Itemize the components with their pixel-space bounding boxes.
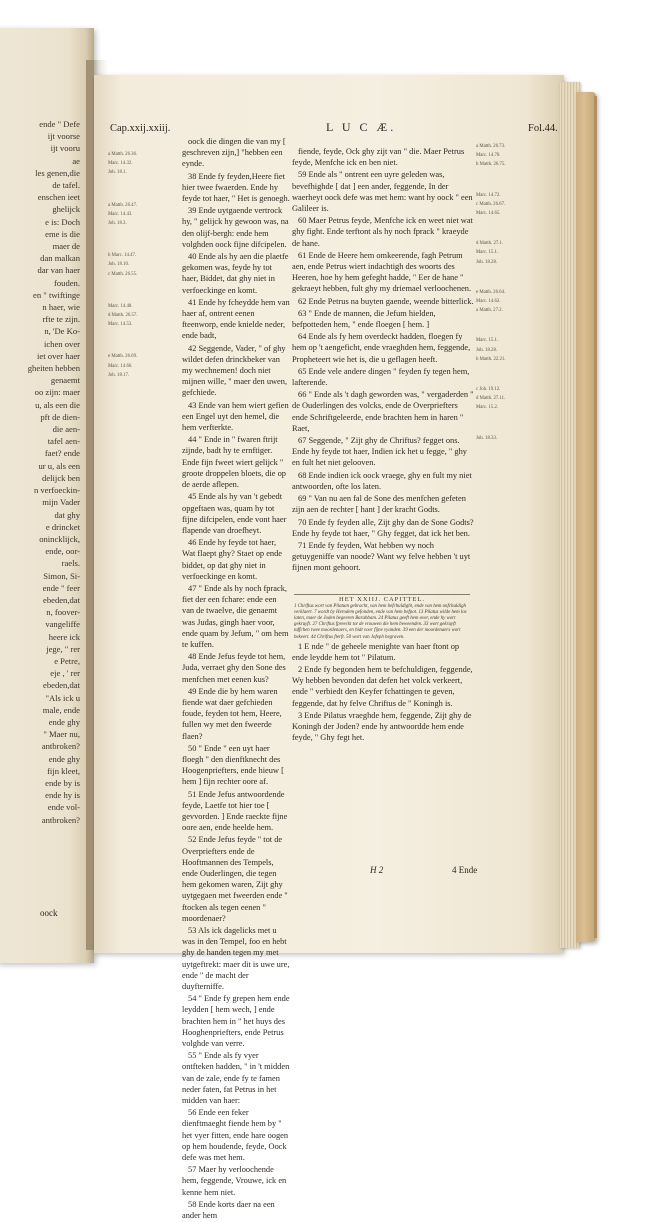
- left-page-line: oo zijn: maer: [34, 387, 80, 398]
- left-page-line: faet? ende: [44, 448, 80, 459]
- left-page-line: ijt vooru: [50, 143, 80, 154]
- verse: 55 " Ende als fy vyer ontfteken hadden, " in 't midden van de zale, ende fy te famen neder faten, fat Petrus in het midden van haer:: [182, 1051, 290, 1106]
- verse: 60 Maer Petrus feyde, Menfche ick en weet niet wat ghy fight. Ende terftont als hy noch fprack " kraeyde de hane.: [292, 216, 473, 248]
- verse: 2 Ende fy begonden hem te befchuldigen, feggende, Wy hebben bevonden dat defen het volck verkeert, ende " verbiedt den Keyfer fchattingen te geven, feggende, dat hy felve Chriftus de " Koningh is.: [292, 664, 473, 708]
- left-page-line: ende " feer: [42, 582, 80, 593]
- verse: 69 " Van nu aen fal de Sone des menfchen gefeten zijn aen de rechter [ hant ] der kracht Godts.: [292, 494, 466, 515]
- left-page-line: ur u, als een: [38, 460, 80, 471]
- chapter-header: Cap.xxij.xxiij.: [110, 123, 171, 134]
- margin-note: Marc. 14.66.: [108, 363, 133, 369]
- left-page-line: en " twiftinge: [33, 289, 80, 300]
- margin-note: Marc. 15.2.: [476, 405, 499, 411]
- left-page-line: male, ende: [42, 704, 80, 715]
- left-page-line: n, foover-: [46, 607, 80, 618]
- verse: 47 " Ende als hy noch fprack, fiet der een fchare: ende een van de twaelve, die genaemt was Judas, gingh haer voor, ende quam by Jefum, " om hem te kuffen.: [182, 583, 289, 649]
- left-page-line: ende, oor-: [45, 546, 80, 557]
- page-signature: H 2: [370, 865, 384, 875]
- board-edge: [594, 96, 597, 938]
- left-page-line: de tafel.: [52, 180, 80, 191]
- left-page-line: ende ghy: [48, 716, 80, 727]
- verse: oock die dingen die van my [ geschreven zijn,] "hebben een eynde.: [182, 137, 286, 169]
- verse: 67 Seggende, " Zijt ghy de Chriftus? fegget ons. Ende hy feyde tot haer, Indien ick het u fegge, " ghy en fult het niet gelooven.: [292, 436, 467, 468]
- margin-note: Joh. 18.1.: [108, 170, 127, 176]
- left-page-line: ende hy is: [45, 790, 80, 801]
- margin-note: Joh. 18.3.: [108, 221, 127, 227]
- left-page-line: maer de: [52, 241, 80, 252]
- margin-note: d Matth. 27.1.: [476, 241, 504, 247]
- left-page-line: fijn kleet,: [47, 765, 80, 776]
- verse: 50 " Ende " een uyt haer floegh " den dienftknecht des Hoogenpriefters, ende hieuw [ hem ] fijn rechter oore af.: [182, 743, 284, 787]
- verse: 61 Ende de Heere hem omkeerende, fagh Petrum aen, ende Petrus wiert indachtigh des woorts des Heeren, hoe hy hem gefeght hadde, " Eer de hane " gekraeyt hebben, fult ghy my driemael verloochenen.: [292, 250, 472, 294]
- verse: 59 Ende als " ontrent een uyre geleden was, bevefhighde [ dat ] een ander, feggende, In der waerheyt oock defe was met hem: want hy oock " een Galileer is.: [292, 170, 473, 214]
- verse: 40 Ende als hy aen die plaetfe gekomen was, feyde hy tot haer, Biddet, dat ghy niet in verfoeckinge en komt.: [182, 252, 289, 295]
- left-page-line: enschen ieet: [37, 192, 80, 203]
- left-page-line: e is: Doch: [45, 216, 80, 227]
- left-margin-notes: [108, 152, 176, 812]
- left-page-line: eje , ' rer: [50, 668, 80, 679]
- left-page-line: eme is die: [45, 228, 80, 239]
- margin-note: Marc. 14.70.: [476, 153, 501, 159]
- verse: 39 Ende uytgaende vertrock hy, " gelijck hy gewoon was, na den olijf-bergh: ende hem volghden oock fijne difcipelen.: [182, 206, 289, 249]
- verse: 56 Ende een feker dienftmaeght fiende hem by " het vyer fitten, ende hare oogen op hem houdende, feyde, Oock defe was met hem.: [182, 1108, 289, 1163]
- left-page: [0, 28, 94, 963]
- left-page-line: antbroken?: [41, 741, 80, 752]
- margin-note: Marc. 14.62.: [476, 299, 501, 305]
- verse: 43 Ende van hem wiert gefien een Engel uyt den hemel, die hem verfterkte.: [182, 400, 289, 433]
- text-column-1: [182, 136, 290, 1222]
- left-page-line: dan malkan: [40, 253, 80, 264]
- margin-note: a Matth. 26.47.: [108, 202, 138, 208]
- left-page-line: ende ghy: [48, 753, 80, 764]
- left-page-line: ijt voorse: [47, 131, 80, 142]
- left-page-line: rfte te zijn.: [42, 314, 80, 325]
- margin-note: e Matth. 26.64.: [476, 289, 506, 295]
- chapter-summary: [294, 594, 470, 641]
- verse: 66 " Ende als 't dagh geworden was, " vergaderden " de Ouderlingen des volcks, ende de Overpriefters ende Schriftgeleerde, ende brachten hem in haren " Raet,: [292, 390, 474, 433]
- margin-note: Marc. 15.1.: [476, 250, 499, 256]
- right-margin-notes: [476, 144, 538, 904]
- left-page-line: ghelijck: [52, 204, 80, 215]
- verse: 48 Ende Jefus feyde tot hem, Juda, verraet ghy den Sone des menfchen met eenen kus?: [182, 652, 286, 684]
- left-page-line: iet over haer: [37, 350, 80, 361]
- verse: 46 Ende hy feyde tot haer, Wat flaept ghy? Staet op ende biddet, op dat ghy niet in verfoeckinge en komt.: [182, 538, 283, 581]
- margin-note: Marc. 14.43.: [108, 211, 133, 217]
- folio-number: Fol.44.: [528, 123, 558, 134]
- left-page-line: ichen over: [43, 338, 80, 349]
- margin-note: Marc. 14.72.: [476, 192, 501, 198]
- left-page-line: jege, " rer: [46, 643, 80, 654]
- margin-note: b Marc. 14.47.: [108, 253, 137, 259]
- left-page-line: n verfoeckin-: [33, 485, 80, 496]
- verse: 3 Ende Pilatus vraeghde hem, feggende, Zijt ghy de Koningh der Joden? ende hy antwoordde hem ende feyde, " Ghy fegt het.: [292, 710, 472, 743]
- left-page-line: ae: [72, 155, 80, 166]
- verse: 54 " Ende fy grepen hem ende leydden [ hem wech, ] ende brachten hem in " het huys des Hooghenpriefters, ende Petrus volghde van verre.: [182, 994, 290, 1049]
- verse: 57 Maer hy verloochende hem, feggende, Vrouwe, ick en kenne hem niet.: [182, 1165, 287, 1197]
- left-page-line: die aen-: [52, 424, 80, 435]
- left-page-line: gheiten hebben: [27, 363, 80, 374]
- verse: 38 Ende fy feyden,Heere fiet hier twee fwaerden. Ende hy feyde tot haer, " Het is genoegh.: [182, 171, 290, 204]
- left-page-line: "Als ick u: [45, 692, 80, 703]
- margin-note: c Matth. 26.67.: [476, 201, 506, 207]
- left-page-line: dat ghy: [54, 509, 80, 520]
- verse: 49 Ende die by hem waren fiende wat daer gefchieden foude, feyden tot hem, Heere, fullen wy met den fweerde flaen?: [182, 686, 282, 741]
- verse: 58 Ende korts daer na een ander hem: [182, 1199, 275, 1221]
- margin-note: b Matth. 22.21.: [476, 356, 506, 362]
- verse: 71 Ende fy feyden, Wat hebben wy noch getuygeniffe van noode? Want wy felve hebben 't uyt fijnen mont gehoort.: [292, 540, 471, 573]
- verse: 64 Ende als fy hem overdeckt hadden, floegen fy hem op 't aengeficht, ende vraeghden hem, feggende, Propheteert wie het is, die u geflagen heeft.: [292, 332, 471, 364]
- margin-note: b Matth. 26.75.: [476, 162, 506, 168]
- verse: 45 Ende als hy van 't gebedt opgeftaen was, quam hy tot fijne difcipelen, ende vont haer flapende van droefheyt.: [182, 492, 287, 535]
- left-page-line: ende vol-: [47, 802, 80, 813]
- left-page-line: u, als een die: [35, 399, 80, 410]
- margin-note: d Matth. 26.57.: [108, 313, 138, 319]
- book-title: L U C Æ.: [326, 120, 397, 134]
- left-page-line: n, 'De Ko-: [44, 326, 80, 337]
- left-page-line: ende by is: [45, 777, 80, 788]
- left-page-line: e drincket: [45, 521, 80, 532]
- catchword: 4 Ende: [452, 865, 478, 875]
- left-page-line: genaemt: [50, 375, 80, 386]
- margin-note: d Matth. 27.11.: [476, 396, 506, 402]
- left-page-line: fouden.: [53, 277, 80, 288]
- left-page-line: mijn Vader: [42, 497, 80, 508]
- margin-note: a Matth. 26.73.: [476, 144, 506, 149]
- margin-note: c Joh. 19.12.: [476, 387, 501, 393]
- verse: 1 E nde " de geheele menighte van haer ftont op ende leydde hem tot " Pilatum.: [292, 641, 460, 662]
- margin-note: Joh. 18.10.: [108, 262, 130, 268]
- verse: 53 Als ick dagelicks met u was in den Tempel, foo en hebt ghy de handen tegen my met uytgeftrekt: maer dit is uwe ure, ende " de macht der duyfterniffe.: [182, 926, 290, 992]
- verse: 68 Ende indien ick oock vraege, ghy en fult my niet antwoorden, ofte los laten.: [292, 470, 472, 491]
- verse: 65 Ende vele andere dingen " feyden fy tegen hem, lafterende.: [292, 366, 470, 388]
- verse: 44 " Ende in " fwaren ftrijt zijnde, badt hy te ernftiger. Ende fijn fweet wiert gelijck " groote droppelen bloets, die op de aerde aflepen.: [182, 435, 286, 490]
- margin-note: Marc. 14.32.: [108, 161, 133, 167]
- margin-note: Joh. 18.28.: [476, 259, 498, 265]
- margin-note: Marc. 14.53.: [108, 322, 133, 328]
- margin-note: Marc. 14.48.: [108, 303, 133, 309]
- margin-note: a Matth. 27.2.: [476, 308, 503, 314]
- left-page-line: dar van haer: [37, 265, 80, 276]
- margin-note: Marc. 14.65.: [476, 211, 501, 217]
- left-page-line: ende " Defe: [39, 119, 80, 129]
- left-page-line: Simon, Si-: [43, 570, 80, 581]
- left-catchword: oock: [40, 908, 58, 918]
- left-page-line: pft de dien-: [40, 411, 80, 422]
- text-column-2: [292, 146, 474, 744]
- left-page-text: [4, 118, 80, 826]
- verse: 62 Ende Petrus na buyten gaende, weende bitterlick.: [298, 296, 474, 306]
- verse: 41 Ende hy fcheydde hem van haer af, ontrent eenen fteenworp, ende knielde neder, ende badt,: [182, 297, 290, 341]
- margin-note: Joh. 18.28.: [476, 347, 498, 353]
- verse: 70 Ende fy feyden alle, Zijt ghy dan de Sone Godts? Ende hy feyde tot haer, " Ghy fegget, dat ick het ben.: [292, 517, 474, 538]
- margin-note: Joh. 18.33.: [476, 435, 498, 441]
- chapter-summary-text: 1 Chriftus wort van Pilatum gebracht, van hem befchuldight, ende van hem onfchuldigh verklaert. 7 wordt by Herodem gefonden, ende van hem befpot. 13 Pilatus wilde hem los laten, maer de Joden begeeren Barabbam. 24 Pilatus geeft hem over, ende hy wort gekruyft. 27 Chriftus fpreeckt tot de vrouwen die hem beweenden. 33 wort gekruyft tuffchen twee moordenaers, en bidt voor fijne vyanden. 39 een der moordenaers wort bekeert. 44 Chriftus fterft. 50 wort van Jofeph begraven.: [294, 604, 467, 640]
- verse: fiende, feyde, Ock ghy zijt van " die. Maer Petrus feyde, Menfche ick en ben niet.: [292, 147, 465, 168]
- margin-note: a Matth. 26.36.: [108, 152, 138, 157]
- left-page-line: tafel aen-: [47, 436, 80, 447]
- left-page-line: les genen,die: [35, 167, 80, 178]
- book-board: [576, 92, 596, 942]
- left-page-line: vangeliffe: [45, 619, 80, 630]
- margin-note: c Matth. 26.55.: [108, 271, 138, 277]
- left-page-line: ebeden,dat: [43, 594, 80, 605]
- left-page-line: onincklijck,: [39, 533, 80, 544]
- left-page-line: " Maer nu,: [43, 729, 80, 740]
- left-page-line: e Petre,: [54, 655, 80, 666]
- margin-note: Marc. 15.1.: [476, 338, 499, 344]
- margin-note: Joh. 18.17.: [108, 372, 130, 378]
- left-page-line: delijck ben: [42, 472, 80, 483]
- left-page-line: ebeden,dat: [43, 680, 80, 691]
- left-page-line: antbroken?: [41, 814, 80, 825]
- verse: 51 Ende Jefus antwoordende feyde, Laetfe tot hier toe [ gevvorden. ] Ende raeckte fijne oore aen, ende heelde hem.: [182, 789, 288, 833]
- left-page-line: raels.: [61, 558, 80, 569]
- verse: 52 Ende Jefus feyde " tot de Overpriefters ende de Hooftmannen des Tempels, ende Ouderlingen, die tegen hem gekomen waren, Zijt ghy uytgegaen met fweerden ende " ftocken als tegen eenen " moordenaer?: [182, 835, 288, 923]
- left-page-line: heere ick: [48, 631, 80, 642]
- chapter-summary-title: HET XXIIJ. CAPITTEL.: [339, 596, 425, 603]
- verse: 63 " Ende de mannen, die Jefum hielden, befpotteden hem, " ende floegen [ hem. ]: [292, 308, 436, 330]
- verse: 42 Seggende, Vader, " of ghy wildet defen drinckbeker van my wechnemen! doch niet mijnen wille, " maer den uwen, gefchiede.: [182, 343, 288, 398]
- left-page-line: n haer, wie: [42, 302, 80, 313]
- margin-note: e Matth. 26.69.: [108, 354, 138, 360]
